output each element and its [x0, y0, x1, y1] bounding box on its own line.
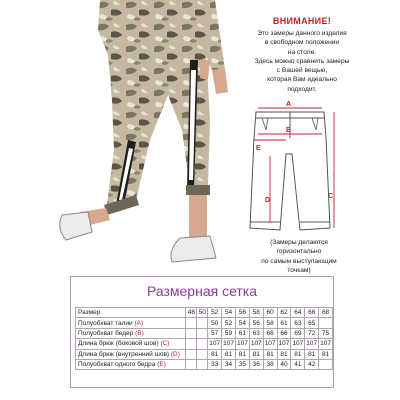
- value-cell: 38: [263, 359, 277, 369]
- value-cell: 33: [208, 359, 222, 369]
- note-line: горизонтально: [276, 248, 322, 256]
- row-label-text: Полуобхват талии: [78, 319, 133, 327]
- marker-b: B: [286, 127, 292, 134]
- size-cell: 54: [222, 308, 236, 318]
- value-cell: 57: [208, 328, 222, 338]
- size-cell: 66: [305, 308, 319, 318]
- value-cell: [197, 339, 208, 349]
- row-code: (D): [170, 350, 180, 358]
- value-cell: [186, 349, 197, 359]
- measurement-notice: [222, 16, 382, 94]
- value-cell: 56: [249, 318, 263, 328]
- table-row: [76, 359, 333, 369]
- table-row: [76, 349, 333, 359]
- value-cell: 65: [305, 318, 319, 328]
- value-cell: 107: [250, 340, 262, 348]
- pants-diagram: [236, 98, 340, 236]
- marker-c: C: [328, 193, 334, 200]
- note-line: точкам): [287, 266, 311, 274]
- value-cell: [197, 359, 208, 369]
- value-cell: 58: [263, 318, 277, 328]
- value-cell: 52: [222, 318, 236, 328]
- size-cell: 58: [249, 308, 263, 318]
- value-cell: 41: [291, 359, 305, 369]
- product-photo: [40, 0, 230, 272]
- value-cell: 61: [277, 318, 291, 328]
- value-cell: 63: [249, 328, 263, 338]
- row-code: (E): [157, 361, 166, 369]
- value-cell: 81: [319, 349, 333, 359]
- size-chart-card: [70, 276, 334, 388]
- notice-line: на столе.: [287, 48, 317, 56]
- value-cell: 81: [305, 349, 319, 359]
- size-cell: 68: [319, 308, 333, 318]
- measure-lines: [254, 108, 334, 228]
- value-cell: 36: [249, 359, 263, 369]
- size-table: [75, 307, 333, 370]
- notice-line: Это замеры данного изделия: [257, 30, 347, 37]
- row-label-text: Длина брюк (боковой шов): [78, 340, 159, 348]
- value-cell: 35: [235, 359, 249, 369]
- value-cell: 107: [306, 340, 318, 348]
- measure-note: [250, 238, 348, 275]
- value-cell: 66: [263, 328, 277, 338]
- row-code: (B): [135, 329, 144, 337]
- size-cell: 50: [198, 309, 206, 317]
- size-chart-title: Размерная сетка: [146, 283, 258, 299]
- value-cell: [186, 328, 197, 338]
- row-code: (A): [134, 319, 144, 327]
- row-label: [76, 318, 186, 328]
- value-cell: 107: [236, 340, 248, 348]
- marker-e: E: [256, 145, 261, 152]
- value-cell: 81: [277, 349, 291, 359]
- value-cell: [186, 339, 197, 349]
- notice-line: которая Вам идеально: [267, 76, 337, 84]
- value-cell: 107: [223, 340, 234, 348]
- value-cell: 107: [320, 340, 331, 348]
- value-cell: [197, 328, 208, 338]
- size-cell: 64: [291, 308, 305, 318]
- value-cell: [197, 349, 208, 359]
- row-label-text: Полуобхват одного бедра: [78, 361, 156, 369]
- value-cell: [319, 359, 333, 369]
- row-label: [76, 328, 186, 338]
- value-cell: 59: [222, 328, 236, 338]
- value-cell: 63: [291, 318, 305, 328]
- value-cell: 72: [305, 328, 319, 338]
- row-label-text: Длина брюк (внутренний шов): [78, 350, 170, 358]
- value-cell: 107: [278, 340, 290, 348]
- value-cell: 66: [277, 328, 291, 338]
- notice-line: подходит.: [287, 85, 317, 93]
- value-cell: 54: [235, 318, 249, 328]
- size-cell: 60: [263, 308, 277, 318]
- value-cell: [186, 318, 197, 328]
- size-cell: 48: [187, 309, 195, 317]
- row-label: [76, 349, 186, 359]
- row-code: (C): [160, 340, 170, 348]
- row-label: [76, 359, 186, 369]
- row-label-text: Полуобхват бедер: [78, 329, 134, 337]
- value-cell: 81: [249, 349, 263, 359]
- value-cell: 34: [222, 359, 236, 369]
- marker-d: D: [265, 197, 271, 204]
- value-cell: 81: [263, 349, 277, 359]
- header-label: Размер: [76, 308, 186, 318]
- value-cell: 42: [305, 359, 319, 369]
- value-cell: 75: [319, 328, 333, 338]
- notice-title: ВНИМАНИЕ!: [272, 16, 332, 26]
- value-cell: 107: [209, 340, 221, 348]
- notice-line: в свободном положении: [264, 39, 340, 47]
- size-cell: 56: [235, 308, 249, 318]
- size-cell: 62: [277, 308, 291, 318]
- notice-line: с Вашей вещью,: [276, 67, 328, 75]
- marker-a: A: [286, 101, 292, 108]
- value-cell: 40: [277, 359, 291, 369]
- value-cell: 107: [292, 340, 304, 348]
- value-cell: 81: [291, 349, 305, 359]
- size-cell: 52: [208, 308, 222, 318]
- value-cell: 50: [208, 318, 222, 328]
- table-row: [76, 339, 333, 349]
- value-cell: 81: [208, 349, 222, 359]
- notice-body: [222, 29, 382, 94]
- note-line: (Замеры делаются: [270, 239, 328, 246]
- value-cell: 107: [264, 340, 276, 348]
- row-label: [76, 339, 186, 349]
- table-row: [76, 328, 333, 338]
- value-cell: [186, 359, 197, 369]
- notice-line: Здесь можно сравнить замеры: [254, 57, 350, 65]
- table-header-row: [76, 308, 333, 318]
- value-cell: 81: [222, 349, 236, 359]
- value-cell: 69: [291, 328, 305, 338]
- table-row: [76, 318, 333, 328]
- value-cell: [319, 318, 333, 328]
- note-line: по самым выступающим: [261, 257, 337, 265]
- value-cell: [197, 318, 208, 328]
- value-cell: 81: [235, 349, 249, 359]
- value-cell: 61: [235, 328, 249, 338]
